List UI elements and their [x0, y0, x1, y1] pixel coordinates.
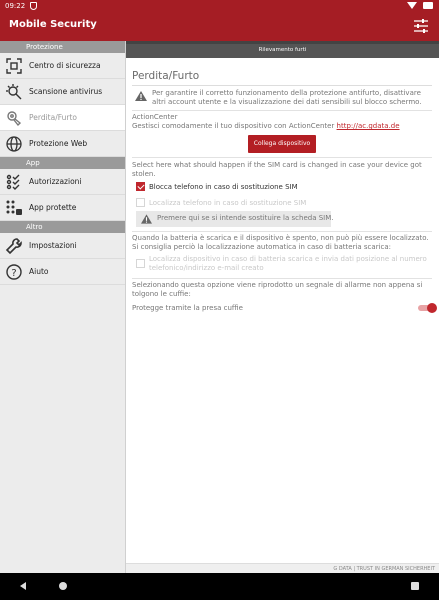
alarm-description: Selezionando questa opzione viene riprodotto un segnale di allarme non appena si tolgono le cuffie: [132, 281, 423, 298]
warning-icon [135, 91, 147, 101]
sidebar-item-centro-sicurezza[interactable] [0, 53, 125, 79]
status-time: 09:22 [5, 2, 26, 10]
globe-icon [5, 135, 23, 153]
battery-icon [423, 2, 433, 9]
title-divider [132, 85, 432, 86]
navigation-bar [0, 573, 439, 600]
svg-text:?: ? [11, 268, 17, 279]
status-bar [0, 0, 439, 12]
action-center-text: Gestisci comodamente il tuo dispositivo con ActionCenter [132, 122, 337, 130]
section-header-protezione: Protezione [0, 41, 125, 53]
tune-settings-icon[interactable] [413, 18, 429, 34]
home-icon[interactable] [59, 582, 67, 590]
divider [132, 278, 432, 279]
virus-scan-icon [5, 83, 23, 101]
battery-locate-checkbox[interactable] [136, 259, 145, 268]
recent-apps-icon[interactable] [411, 582, 419, 590]
info-notice [132, 89, 432, 107]
warning-icon [141, 214, 152, 224]
sidebar-item-aiuto[interactable] [0, 259, 125, 285]
sidebar-item-label: Protezione Web [29, 139, 88, 148]
divider [132, 157, 432, 158]
divider [132, 110, 432, 111]
app-title: Mobile Security [9, 19, 97, 30]
help-icon [5, 263, 23, 281]
sidebar-item-label: Scansione antivirus [29, 87, 103, 96]
headphone-protection-label: Protegge tramite la presa cuffie [132, 304, 243, 312]
app-bar [0, 12, 439, 41]
divider [132, 231, 432, 232]
sidebar-item-label: Perdita/Furto [29, 113, 77, 122]
footer [126, 563, 439, 573]
protected-apps-icon [5, 199, 23, 217]
action-center-link[interactable]: http://ac.gdata.de [336, 122, 400, 130]
sim-info-button[interactable] [136, 211, 334, 227]
info-text: Per garantire il corretto funzionamento della protezione antifurto, disattivare altri account utente e la visualizzazione dei dati sensibili sul blocco schermo. [152, 89, 422, 106]
main-content [126, 58, 439, 563]
action-center-title: ActionCenter [132, 113, 178, 121]
battery-locate-label-line1: Localizza dispositivo in caso di batteria scarica e invia dati posizione al numero [149, 255, 427, 263]
page-title: Perdita/Furto [132, 70, 200, 82]
action-center-description [132, 122, 432, 131]
scan-frame-icon [5, 57, 23, 75]
headphone-protection-toggle[interactable] [418, 303, 436, 313]
sidebar-item-label: Autorizzazioni [29, 177, 82, 186]
sidebar-item-label: Centro di sicurezza [29, 61, 101, 70]
sim-info-label: Premere qui se si intende sostituire la scheda SIM. [157, 214, 334, 222]
sidebar-item-scansione-antivirus[interactable] [0, 79, 125, 105]
wifi-icon [407, 2, 417, 9]
section-header-altro: Altro [0, 221, 125, 233]
sidebar-item-impostazioni[interactable] [0, 233, 125, 259]
shield-icon [30, 2, 37, 10]
sim-description: Select here what should happen if the SIM card is changed in case your device got stolen. [132, 161, 422, 178]
sidebar-item-label: Aiuto [29, 267, 49, 276]
sim-locate-checkbox[interactable] [136, 198, 145, 207]
sim-locate-label: Localizza telefono in caso di sostituzione SIM [149, 199, 307, 207]
content-header-strip [126, 41, 439, 58]
sidebar-item-label: App protette [29, 203, 77, 212]
permissions-icon [5, 173, 23, 191]
sidebar-item-perdita-furto[interactable] [0, 105, 125, 131]
sidebar-item-autorizzazioni[interactable] [0, 169, 125, 195]
section-header-app: App [0, 157, 125, 169]
footer-text: G DATA | TRUST IN GERMAN SICHERHEIT [333, 566, 435, 572]
sim-lock-label: Blocca telefono in caso di sostituzione SIM [149, 183, 298, 191]
sim-lock-checkbox[interactable] [136, 182, 145, 191]
battery-locate-label-line2: telefonico/indirizzo e-mail creato [149, 264, 264, 272]
battery-description: Quando la batteria è scarica e il dispositivo è spento, non può più essere localizzato. Si consiglia perciò la localizzazione automatica in caso di batteria scarica: [132, 234, 429, 251]
strip-label: Rilevamento furti [258, 47, 307, 53]
wrench-icon [5, 237, 23, 255]
sidebar-item-label: Impostazioni [29, 241, 77, 250]
sidebar-item-protezione-web[interactable] [0, 131, 125, 157]
connect-device-button[interactable]: Collega dispositivo [248, 135, 316, 153]
sidebar-item-app-protette[interactable] [0, 195, 125, 221]
battery-locate-label [149, 255, 427, 273]
sidebar [0, 41, 126, 573]
back-icon[interactable] [20, 582, 26, 590]
strip-divider [126, 41, 439, 44]
location-icon [5, 109, 23, 127]
toggle-knob [427, 303, 437, 313]
